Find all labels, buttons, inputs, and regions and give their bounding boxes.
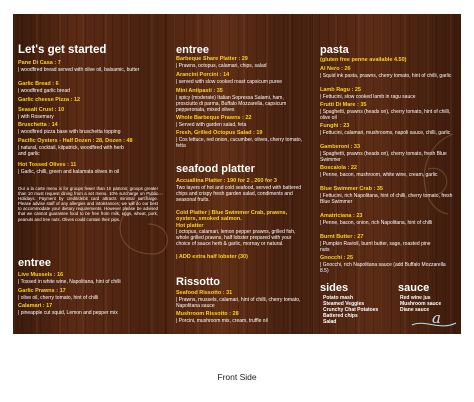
menu-item-name: Whole Barbeque Prawns : 22 [176, 115, 252, 121]
right-panel [320, 14, 460, 334]
menu-item-desc: | Squid ink pasta, prawns, cherry tomato, hint of chilli, garlic [320, 73, 452, 79]
menu-item-name: Amatriciana : 23 [320, 213, 363, 219]
side-item: Crunchy Chat Potatoes [323, 307, 379, 313]
menu-item-name: Mini Antipasti : 35 [176, 88, 223, 94]
menu-item-desc: | Fettucini, slow cooked lamb in ragu sauce [320, 94, 416, 100]
sauce-item: Red wine jus [400, 295, 431, 301]
menu-item-desc: | olive oil, cherry tomato, hint of chilli [18, 295, 99, 301]
menu-item-name: Garlic Prawns : 17 [18, 288, 66, 294]
menu-item-name: Arancini Porcini : 14 [176, 72, 230, 78]
entree-heading: entree [18, 257, 52, 269]
menu-item-desc: | Penne, bacon, mushroom, white wine, cream, garlic [320, 172, 438, 178]
pasta-heading: pasta [320, 44, 349, 56]
menu-item-name: Pacific Oysters - Half Dozen : 28, Dozen : 48 [18, 138, 133, 144]
menu-item-desc: | natural, cocktail, kilpatrick, woodfired with herb and garlic [18, 145, 124, 157]
menu-item-name: Hot platter [176, 223, 204, 229]
logo-swash [410, 317, 458, 331]
menu-item-desc: | Fettucini, rich Napolitana, hint of chilli, cherry tomato, fresh Blue Swimmer [320, 193, 453, 205]
side-item: Steamed Veggies [323, 301, 365, 307]
menu-item-name: Lamb Ragu : 25 [320, 87, 361, 93]
side-item: Battered chips [323, 313, 358, 319]
menu-item-name: Frutti Di Mare : 35 [320, 102, 367, 108]
menu-item-desc: | octopus, calamari, lemon pepper prawns, grilled fish, whole grilled prawns, half lobster prepared with your choice of sauce herb & garlic, mornay or natural. [176, 229, 296, 247]
menu-item-desc: | woodfired pizza base with bruschetta topping [18, 129, 121, 135]
menu-item-desc: | Porcini, mushroom mix, cream, truffle oil [176, 318, 268, 324]
middle-panel [176, 14, 306, 334]
menu-item-name: Garlic Bread : 6 [18, 81, 59, 87]
menu-item-name: Pane Di Casa : 7 [18, 60, 61, 66]
menu-item-desc: | Gnocchi, rich Napolitana sauce (add Buffalo Mozzarella 8.5) [320, 262, 446, 274]
menu-item-desc: Two layers of hot and cold seafood, served with battered chips and crispy fresh garden salad, condiments and seasonal fruits. [176, 185, 302, 203]
menu-item-name: Mushroom Rissotto : 28 [176, 311, 239, 317]
starters-heading: Let's get started [18, 44, 107, 56]
menu-item-name: Gamberoni : 33 [320, 144, 361, 150]
menu-item-desc: | Penne, bacon, onion, rich Napolitana, hint of chilli [320, 220, 433, 226]
menu-item-name: Hot Tossed Olives : 11 [18, 162, 77, 168]
menu-item-desc: | Spaghetti, prawns (heads on), cherry tomato, hint of chilli, olive oil [320, 109, 451, 121]
sauce-item: Diane sauce [400, 307, 430, 313]
menu-item-name: Blue Swimmer Crab : 35 [320, 186, 383, 192]
menu-item-desc: | Fettucini, calamari, mushrooms, napoli sauce, chilli, garlic [320, 130, 451, 136]
menu-item-name: Live Mussels : 16 [18, 272, 64, 278]
menu-item-desc: | Pumpkin Ravioli, burnt butter, sage, roasted pine nuts [320, 241, 431, 253]
sides-heading: sides [320, 282, 349, 294]
menu-item-name: Bruschetta : 14 [18, 122, 58, 128]
menu-item-desc: | Spaghetti, prawns (heads on), cherry tomato, fresh Blue Swimmer [320, 151, 447, 163]
menu-item-desc: | woodfired bread served with olive oil, balsamic, butter [18, 67, 140, 73]
menu-item-desc: | Prawns, mussels, calamari, hint of chilli, cherry tomato, Napolitana sauce [176, 297, 301, 309]
caption: Front Side [217, 372, 257, 382]
menu-item-name: Garlic cheese Pizza : 12 [18, 97, 81, 103]
dining-notice: Our a la carte menu is for groups fewer than 10 patrons; groups greater than 10 must request dining from a set menu. 10% surcharge on Public Holidays. Payment by credit/debit card attracts minimal surcharge. Please advise staff of any allergies and intolerances; we will do our best to accommodate your dietary requirements. However please be advised that we cannot guarantee food to be free from milk, eggs, wheat, pork, peanuts and tree nuts. Olives could contain their pips. [18, 186, 158, 222]
side-item: Potato mash [323, 295, 354, 301]
sauce-heading: sauce [398, 282, 430, 294]
menu-board [13, 14, 461, 334]
pasta-gluten-note: (gluten free penne available 4.50) [320, 57, 407, 63]
menu-item-name: Burnt Butter : 27 [320, 234, 364, 240]
menu-item-desc: | spicy (moderate) Italian Sopressa Salami, ham, prosciutto di parma, Buffalo Mozzarella, capsicum pepperonata, mixed olives [176, 95, 287, 113]
menu-item-desc: | Prawns, octopus, calamari, chips, salad [176, 63, 267, 69]
menu-item-desc: | served with slow cooked roast capsicum puree [176, 79, 283, 85]
logo-mark: a [432, 309, 441, 327]
menu-item-name: Accuallina Platter : 190 for 2 , 260 for 3 [176, 178, 277, 184]
entree-heading: entree [176, 44, 210, 56]
menu-item-name: Seasalt Crust : 10 [18, 107, 65, 113]
side-item: Salad [323, 319, 337, 325]
menu-item-desc: | Served with garden salad, feta [176, 122, 247, 128]
fold-line [165, 14, 166, 334]
menu-item-name: Barbeque Share Platter : 29 [176, 56, 248, 62]
left-panel [18, 14, 158, 334]
fold-line [312, 14, 313, 334]
menu-item-name: Gnocchi : 25 [320, 255, 354, 261]
menu-item-name: Cold Platter | Blue Swimmer Crab, prawns, oysters, smoked salmon. [176, 210, 288, 222]
risotto-heading: Rissotto [176, 276, 220, 288]
menu-item-name: Seafood Rissotto : 31 [176, 290, 233, 296]
menu-item-name: Boscaiola : 22 [320, 165, 357, 171]
menu-item-desc: | pineapple cut squid, Lemon and pepper mix [18, 310, 118, 316]
menu-item-desc: | woodfired garlic bread [18, 88, 70, 94]
menu-item-name: Calamari : 17 [18, 303, 53, 309]
menu-item-desc: | with Rosemary [18, 114, 54, 120]
menu-item-name: Funghi : 23 [320, 123, 350, 129]
menu-item-name: Al Nero : 26 [320, 66, 351, 72]
menu-item-name: | ADD extra half lobster (30) [176, 254, 248, 260]
menu-item-desc: | Tossed in white wine, Napolitana, hint of chilli [18, 279, 121, 285]
seafood-platter-heading: seafood platter [176, 163, 255, 175]
menu-item-desc: | Garlic, chilli, green and kalamata olives in oil [18, 169, 120, 175]
menu-item-desc: | Cos lettuce, red onion, cucumber, olives, cherry tomato, fetta [176, 137, 303, 149]
menu-item-name: Fresh, Grilled Octopus Salad : 19 [176, 130, 263, 136]
sauce-item: Mushroom sauce [400, 301, 442, 307]
